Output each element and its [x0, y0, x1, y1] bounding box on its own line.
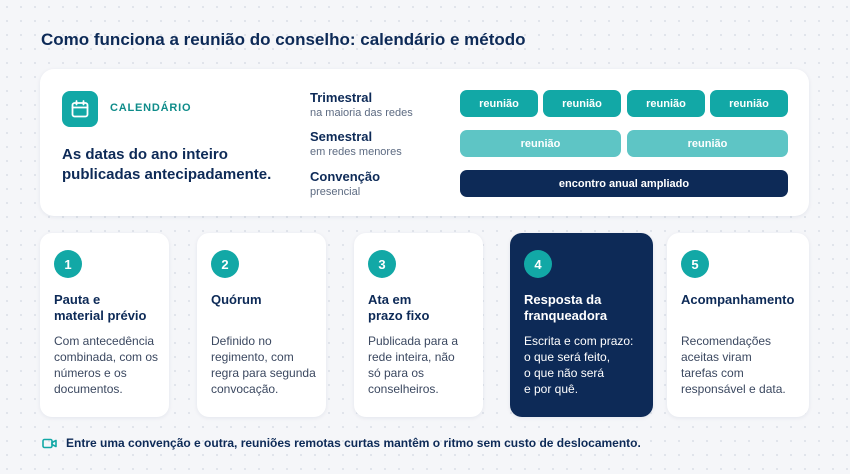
- step-card-5: [667, 233, 809, 417]
- schedule-label-semester: [310, 129, 402, 158]
- video-camera-icon: [42, 438, 57, 449]
- step-card-3: [354, 233, 483, 417]
- step-title: Acompanhamento: [681, 292, 795, 307]
- step-title: Pauta e material prévio: [54, 292, 147, 323]
- calendar-headline: As datas do ano inteiro publicadas antecipadamente.: [62, 146, 272, 183]
- schedule-label-sub: em redes menores: [310, 146, 402, 158]
- semester-meeting-pill: reunião: [627, 130, 788, 157]
- schedule-label-main: Trimestral: [310, 90, 373, 105]
- step-title: Ata em prazo fixo: [368, 292, 430, 323]
- step-description: Definido no regimento, com regra para segunda convocação.: [211, 334, 316, 396]
- schedule-label-convention: [310, 169, 380, 198]
- calendar-label: CALENDÁRIO: [110, 102, 192, 114]
- quarterly-meeting-pill: reunião: [543, 90, 621, 117]
- schedule-label-main: Convenção: [310, 169, 381, 184]
- step-number-badge: 3: [368, 250, 396, 278]
- annual-convention-pill: encontro anual ampliado: [460, 170, 788, 197]
- quarterly-meeting-pill: reunião: [710, 90, 788, 117]
- calendar-icon: [62, 91, 98, 127]
- step-number-badge: 4: [524, 250, 552, 278]
- step-number-badge: 5: [681, 250, 709, 278]
- footer-text: Entre uma convenção e outra, reuniões remotas curtas mantêm o ritmo sem custo de deslocamento.: [66, 436, 641, 450]
- schedule-label-sub: presencial: [310, 186, 361, 198]
- schedule-label-main: Semestral: [310, 129, 373, 144]
- step-card-4: [510, 233, 653, 417]
- quarterly-meeting-pill: reunião: [460, 90, 538, 117]
- calendar-card: [40, 69, 809, 216]
- step-description: Publicada para a rede inteira, não só para os conselheiros.: [368, 334, 459, 396]
- footer-note: [42, 436, 641, 450]
- step-number-badge: 1: [54, 250, 82, 278]
- page-title: Como funciona a reunião do conselho: calendário e método: [41, 30, 526, 49]
- step-description: Recomendações aceitas viram tarefas com responsável e data.: [681, 334, 786, 396]
- step-card-1: [40, 233, 169, 417]
- schedule-label-sub: na maioria das redes: [310, 107, 413, 119]
- step-number-badge: 2: [211, 250, 239, 278]
- quarterly-meeting-pill: reunião: [627, 90, 705, 117]
- step-title: Quórum: [211, 292, 262, 307]
- step-card-2: [197, 233, 326, 417]
- step-description: Escrita e com prazo: o que será feito, o que não será e por quê.: [524, 334, 634, 396]
- semester-meeting-pill: reunião: [460, 130, 621, 157]
- schedule-label-quarterly: [310, 90, 413, 119]
- step-description: Com antecedência combinada, com os números e os documentos.: [54, 334, 159, 396]
- step-title: Resposta da franqueadora: [524, 292, 608, 323]
